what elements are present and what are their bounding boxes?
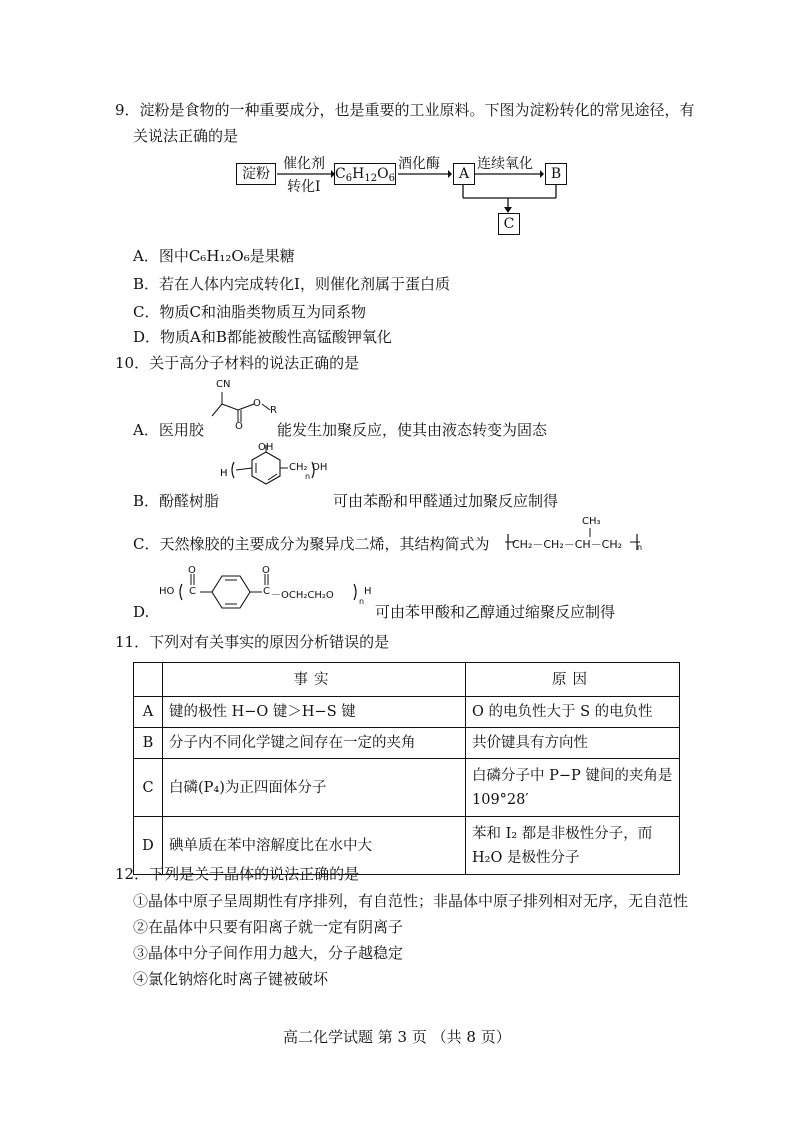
row-reason: 苯和 I₂ 都是非极性分子，而 H₂O 是极性分子 <box>466 817 680 875</box>
row-fact: 碘单质在苯中溶解度比在水中大 <box>163 817 466 875</box>
row-reason: 白磷分子中 P−P 键间的夹角是 109°28′ <box>466 759 680 817</box>
q10-option-d-suffix: 可由苯甲酸和乙醇通过缩聚反应制得 <box>375 603 616 621</box>
row-key: A <box>134 697 163 728</box>
q9-option-d: D．物质A和B都能被酸性高锰酸钾氧化 <box>133 328 392 346</box>
row-key: B <box>134 728 163 759</box>
glucose-o: O <box>377 166 389 182</box>
glucose-box <box>334 163 396 185</box>
row-fact: 键的极性 H−O 键＞H−S 键 <box>163 697 466 728</box>
q9-option-c: C．物质C和油脂类物质互为同系物 <box>133 303 366 321</box>
end-oh-label: OH <box>312 462 328 473</box>
arrow-1 <box>275 165 335 185</box>
glycol-chain-label: －OCH₂CH₂O <box>271 590 334 601</box>
glucose-h-sub: 12 <box>364 173 378 184</box>
glucose-h: H <box>352 166 365 182</box>
arrow-2 <box>396 165 454 185</box>
table-header-row <box>134 663 680 697</box>
polyester-n: n <box>359 597 365 606</box>
q10-option-b-suffix: 可由苯酚和甲醛通过加聚反应制得 <box>333 492 559 510</box>
ho-label: HO <box>159 586 175 597</box>
table-row <box>134 728 680 759</box>
phenolic-resin-bonds <box>218 442 330 512</box>
q11-table <box>133 662 680 875</box>
cn-label: CN <box>216 379 231 390</box>
row-reason: 共价键具有方向性 <box>466 728 680 759</box>
ester-o-label: O <box>253 398 261 409</box>
arrow-3 <box>474 165 546 185</box>
ch3-label: CH₃ <box>582 516 601 527</box>
carbonyl-o2-label: O <box>262 565 270 576</box>
phenol-oh-label: OH <box>258 442 274 453</box>
q9-stem-line1: 9．淀粉是食物的一种重要成分，也是重要的工业原料。下图为淀粉转化的常见途径，有 <box>115 101 695 119</box>
glucose-o-sub: 6 <box>388 173 395 184</box>
header-fact: 事实 <box>163 663 466 697</box>
q12-item-3: ③晶体中分子间作用力越大，分子越稳定 <box>133 944 404 962</box>
q9-option-a: A．图中C₆H₁₂O₆是果糖 <box>133 247 295 265</box>
oxidation-label: 连续氧化 <box>477 156 533 172</box>
conversion-label: 转化Ⅰ <box>287 179 321 195</box>
table-row <box>134 697 680 728</box>
row-reason: O 的电负性大于 S 的电负性 <box>466 697 680 728</box>
carbonyl-c2-label: C <box>263 586 270 597</box>
polyisoprene-chain: CH₂－CH₂－CH－CH₂ <box>512 538 623 551</box>
polyester-h-label: H <box>364 586 372 597</box>
glucose-c: C <box>335 166 346 182</box>
n-subscript: n <box>305 472 311 481</box>
header-blank <box>134 663 163 697</box>
q9-stem-line2: 关说法正确的是 <box>133 127 239 145</box>
box-a: A <box>453 163 475 185</box>
q10-option-d-prefix: D. <box>133 603 150 621</box>
carbonyl-o1-label: O <box>188 565 196 576</box>
header-reason: 原因 <box>466 663 680 697</box>
svg-text:H: H <box>220 468 228 479</box>
row-fact: 分子内不同化学键之间存在一定的夹角 <box>163 728 466 759</box>
q12-stem: 12．下列是关于晶体的说法正确的是 <box>115 865 360 883</box>
q10-stem: 10．关于高分子材料的说法正确的是 <box>115 354 360 372</box>
table-row <box>134 759 680 817</box>
q9-option-b: B．若在人体内完成转化Ⅰ，则催化剂属于蛋白质 <box>133 275 450 293</box>
q12-item-1: ①晶体中原子呈周期性有序排列，有自范性；非晶体中原子排列相对无序，无自范性 <box>133 892 689 910</box>
q12-item-4: ④氯化钠熔化时离子键被破坏 <box>133 970 329 988</box>
polyisoprene-n: n <box>637 543 643 552</box>
q10-option-a-suffix: 能发生加聚反应，使其由液态转变为固态 <box>277 421 548 439</box>
r-label: R <box>270 405 277 416</box>
q10-option-a-prefix: A．医用胶 <box>133 421 204 439</box>
page-footer: 高二化学试题 第 3 页 （共 8 页） <box>283 1028 511 1046</box>
q11-stem: 11．下列对有关事实的原因分析错误的是 <box>115 633 390 651</box>
q10-option-b-prefix: B．酚醛树脂 <box>133 492 220 510</box>
row-fact: 白磷(P₄)为正四面体分子 <box>163 759 466 817</box>
box-b: B <box>545 163 567 185</box>
box-c: C <box>498 213 520 235</box>
row-key: C <box>134 759 163 817</box>
glucose-c-sub: 6 <box>345 173 353 184</box>
carbonyl-o-label: O <box>235 421 243 432</box>
q10-option-c-text: C．天然橡胶的主要成分为聚异戊二烯，其结构简式为 <box>133 535 490 553</box>
catalyst-label: 催化剂 <box>283 156 325 172</box>
starch-box: 淀粉 <box>236 163 276 185</box>
ch2-label: CH₂ <box>289 462 308 473</box>
q12-item-2: ②在晶体中只要有阳离子就一定有阴离子 <box>133 918 404 936</box>
enzyme-label: 酒化酶 <box>398 156 440 172</box>
carbonyl-c1-label: C <box>189 586 196 597</box>
connector-lines <box>455 184 565 214</box>
row-key: D <box>134 817 163 875</box>
